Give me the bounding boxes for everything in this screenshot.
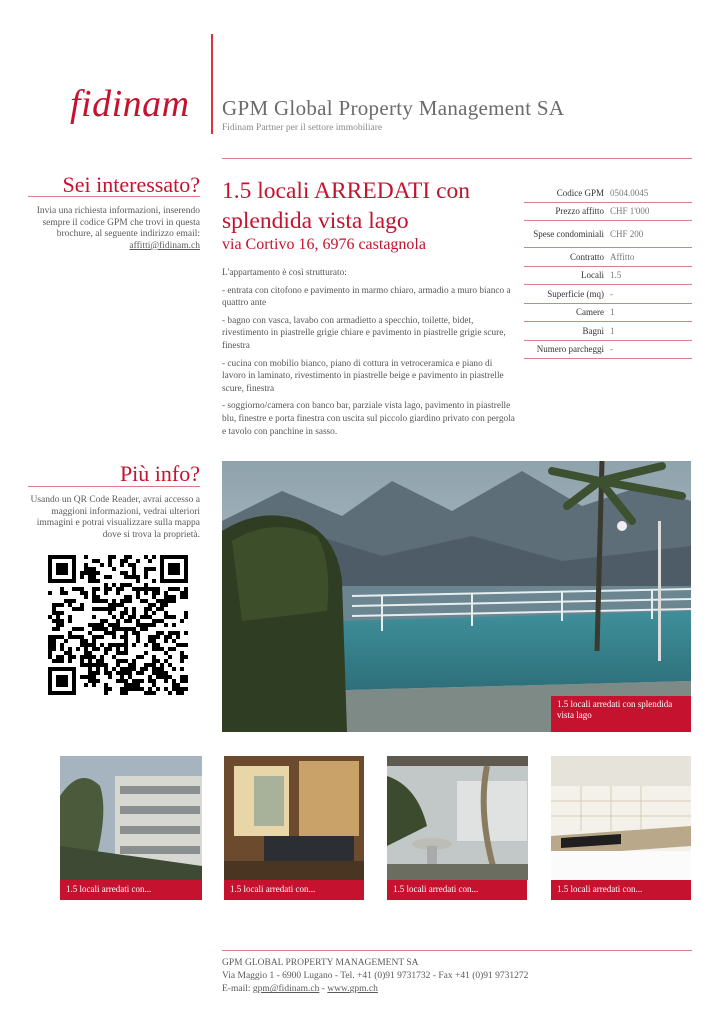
info-label: Codice GPM bbox=[556, 187, 604, 198]
info-label: Prezzo affitto bbox=[555, 206, 604, 217]
info-row-contratto bbox=[524, 248, 692, 267]
more-info-heading: Più info? bbox=[119, 461, 200, 486]
info-value: - bbox=[610, 288, 613, 299]
info-value: 1 bbox=[610, 325, 615, 336]
description-line: - entrata con citofono e pavimento in marmo chiaro, armadio a muro bianco a quattro ante bbox=[222, 285, 511, 309]
company-name: GPM Global Property Management SA bbox=[222, 96, 565, 120]
living-room-image bbox=[224, 756, 364, 880]
more-info-text: Usando un QR Code Reader, avrai accesso a maggioni informazioni, vedrai ulteriori immagini e potrai visualizzare sulla mappa dove si trova la proprietà. bbox=[30, 495, 200, 540]
description-line: - cucina con mobilio bianco, piano di cottura in vetroceramica e piano di lavoro in laminato, rivestimento in piastrelle beige e pavimento in piastrelle scure, finestra bbox=[222, 358, 504, 394]
main-photo-caption: 1.5 locali arredati con splendida vista lago bbox=[551, 696, 691, 732]
info-row-bagni bbox=[524, 322, 692, 341]
building-exterior-image bbox=[60, 756, 202, 880]
info-row-codice bbox=[524, 184, 692, 203]
info-label: Superficie (mq) bbox=[547, 288, 604, 299]
info-value: 1 bbox=[610, 307, 615, 318]
footer-email-link[interactable]: gpm@fidinam.ch bbox=[252, 984, 320, 995]
kitchen-image bbox=[551, 756, 691, 880]
interest-body: Invia una richiesta informazioni, inserendo sempre il codice GPM che trovi in questa brochure, al seguente indirizzo email: bbox=[36, 206, 200, 240]
info-value: Affitto bbox=[610, 251, 635, 262]
main-photo[interactable] bbox=[222, 461, 691, 732]
footer-address: Via Maggio 1 - 6900 Lugano - Tel. +41 (0)91 9731732 - Fax +41 (0)91 9731272 bbox=[222, 971, 529, 982]
description-line: - soggiorno/camera con banco bar, parziale vista lago, pavimento in piastrelle blu, finestre e porta finestra con uscita sul piccolo giardino privato con pergola e tavolo con panchine in sasso. bbox=[222, 401, 515, 437]
info-row-locali bbox=[524, 267, 692, 286]
info-label: Locali bbox=[581, 270, 604, 281]
footer-company: GPM GLOBAL PROPERTY MANAGEMENT SA bbox=[222, 958, 419, 968]
footer-website-link[interactable]: www.gpm.ch bbox=[327, 984, 378, 995]
thumbnail-caption-4: 1.5 locali arredati con... bbox=[551, 880, 691, 900]
footer-contact bbox=[222, 983, 528, 996]
thumbnail-photo-4[interactable] bbox=[551, 756, 691, 880]
fidinam-logo: fidinam bbox=[70, 83, 190, 125]
info-label: Contratto bbox=[570, 251, 604, 262]
thumbnail-photo-1[interactable] bbox=[60, 756, 202, 880]
qr-code[interactable] bbox=[48, 555, 188, 695]
garden-pergola-image bbox=[387, 756, 528, 880]
lake-pool-image bbox=[222, 461, 691, 732]
thumbnail-photo-3[interactable] bbox=[387, 756, 528, 880]
info-label: Spese condominiali bbox=[533, 229, 604, 239]
info-label: Bagni bbox=[582, 325, 604, 336]
thumbnail-caption-1: 1.5 locali arredati con... bbox=[60, 880, 202, 900]
listing-address: via Cortivo 16, 6976 castagnola bbox=[222, 236, 426, 253]
info-value: - bbox=[610, 344, 613, 355]
logo-divider bbox=[211, 34, 213, 134]
description-line: - bagno con vasca, lavabo con armadietto a specchio, toilette, bidet, rivestimento in piastrelle grigie chiare e pavimento in piastrelle grigie scure, finestra bbox=[222, 315, 506, 351]
listing-title: 1.5 locali ARREDATI con splendida vista lago bbox=[222, 178, 471, 234]
interest-text bbox=[28, 206, 200, 252]
property-info-table bbox=[524, 184, 692, 359]
tagline: Fidinam Partner per il settore immobiliare bbox=[222, 123, 383, 133]
info-value: CHF 200 bbox=[610, 229, 644, 239]
info-row-camere bbox=[524, 304, 692, 323]
info-value: 1.5 bbox=[610, 270, 622, 281]
thumbnail-caption-3: 1.5 locali arredati con... bbox=[387, 880, 527, 900]
qr-code-graphic bbox=[48, 555, 188, 695]
contact-email-link[interactable]: affitti@fidinam.ch bbox=[129, 240, 200, 251]
info-label: Camere bbox=[576, 307, 604, 318]
info-row-parcheggi bbox=[524, 341, 692, 360]
thumbnail-photo-2[interactable] bbox=[224, 756, 364, 880]
footer bbox=[222, 957, 528, 997]
info-row-superficie bbox=[524, 285, 692, 304]
info-value: CHF 1'000 bbox=[610, 206, 650, 217]
header-rule bbox=[222, 158, 692, 159]
info-label: Numero parcheggi bbox=[536, 344, 604, 355]
thumbnail-caption-2: 1.5 locali arredati con... bbox=[224, 880, 364, 900]
footer-separator: - bbox=[321, 984, 325, 995]
info-row-spese bbox=[524, 221, 692, 248]
listing-description bbox=[222, 267, 517, 443]
info-value: 0504.0045 bbox=[610, 187, 649, 198]
description-line: L'appartamento è così strutturato: bbox=[222, 268, 347, 278]
footer-email-label: E-mail: bbox=[222, 984, 251, 995]
info-row-prezzo bbox=[524, 203, 692, 222]
footer-rule bbox=[222, 950, 692, 951]
interest-heading: Sei interessato? bbox=[62, 172, 200, 197]
